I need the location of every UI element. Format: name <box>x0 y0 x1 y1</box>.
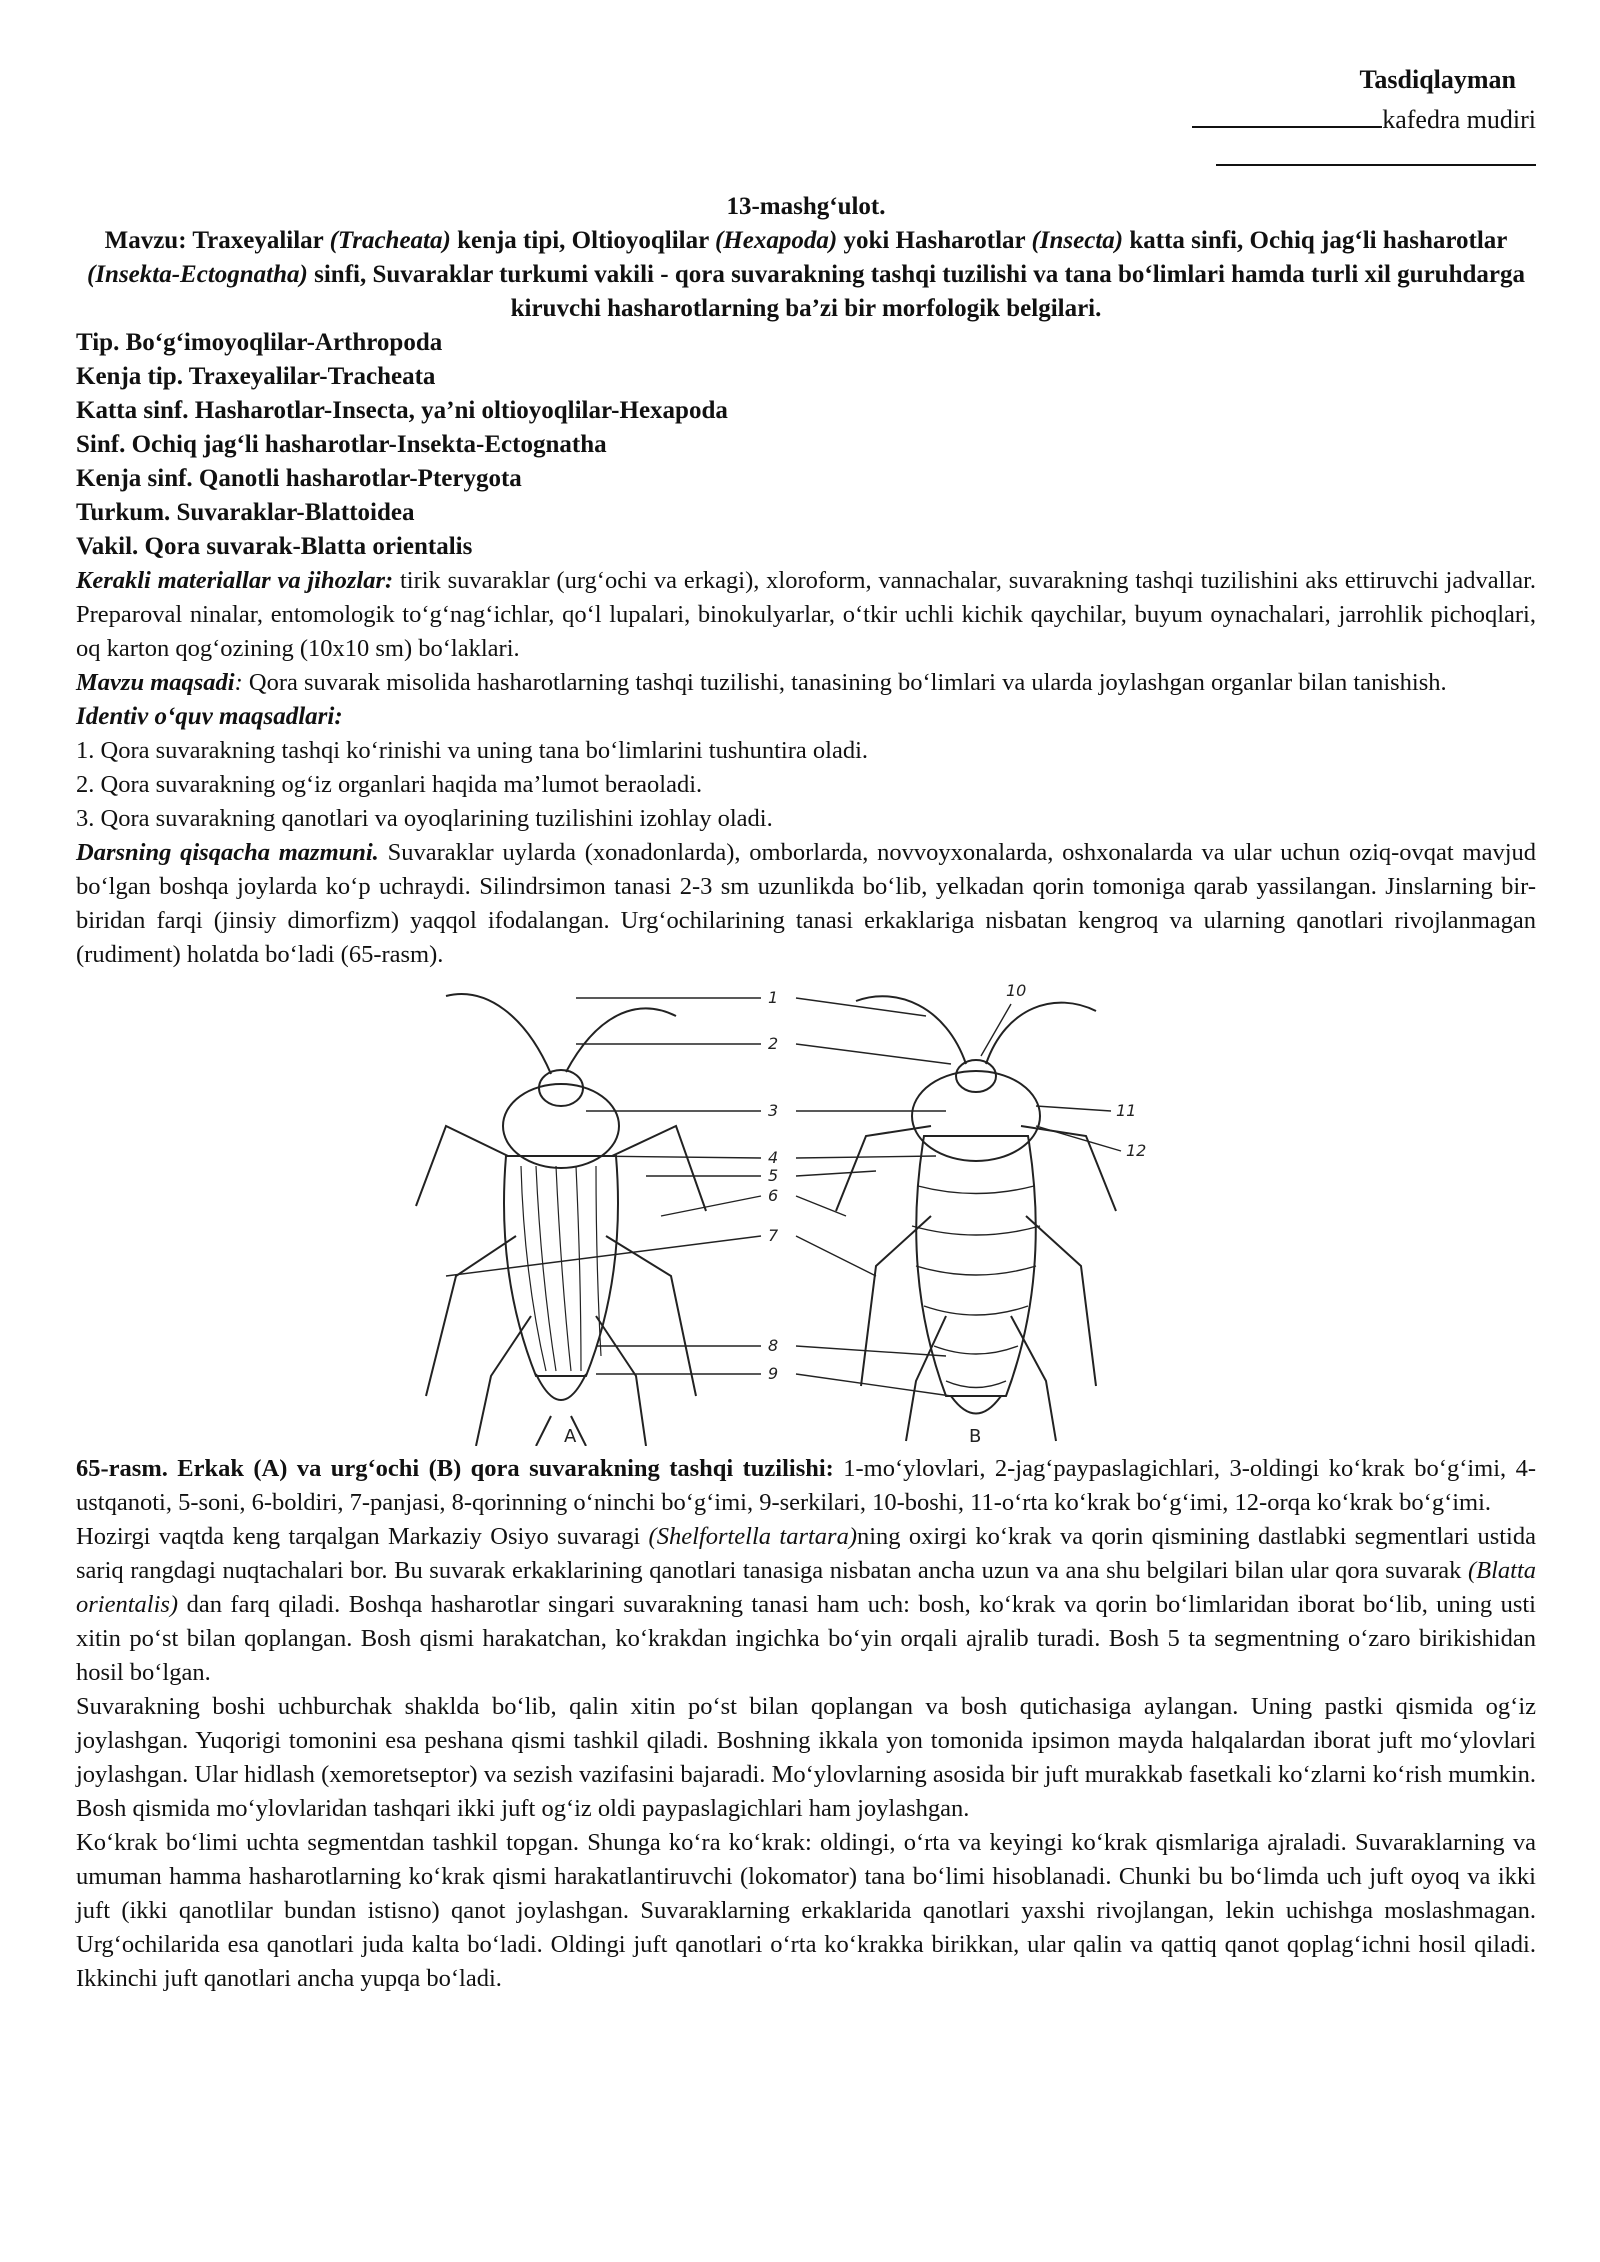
figure-label-5: 5 <box>768 1166 779 1185</box>
taxonomy-line: Kenja sinf. Qanotli hasharotlar-Pterygota <box>76 465 522 492</box>
latin-name: (Blatta orientalis) <box>76 1557 1536 1618</box>
topic-text: kenja tipi, Oltioyoqlilar <box>450 227 715 254</box>
figure-label-3: 3 <box>768 1101 779 1120</box>
figure-label-12: 12 <box>1126 1141 1147 1160</box>
materials-label: Kerakli materiallar va jihozlar: <box>76 567 394 594</box>
cockroach-figure <box>406 976 1212 1446</box>
cockroach-female-drawing <box>836 996 1116 1441</box>
summary-paragraph <box>76 836 1536 972</box>
figure-label-6: 6 <box>768 1186 779 1205</box>
materials-paragraph <box>76 564 1536 666</box>
goal-paragraph <box>76 666 1536 700</box>
topic-latin: (Insecta) <box>1031 227 1124 254</box>
summary-label: Darsning qisqacha mazmuni. <box>76 839 379 866</box>
body-paragraph-2: Suvarakning boshi uchburchak shaklda bo‘lib, qalin xitin po‘st bilan qoplangan va bosh qutichasiga aylangan. Uning pastki qismida og‘iz joylashgan. Yuqorigi tomonini esa peshana qismi tashkil qiladi. Boshning ikkala yon tomonida ipsimon mayda halqalardan iborat juft mo‘ylovlari joylashgan. Ular hidlash (xemoretseptor) va sezish vazifasini bajaradi. Mo‘ylovlarning asosida bir juft murakkab fasetkali ko‘zlarni ko‘rish mumkin. Bosh qismida mo‘ylovlaridan tashqari ikki juft og‘iz oldi paypaslagichlari ham joylashgan. <box>76 1693 1536 1822</box>
topic-heading <box>76 224 1536 326</box>
taxonomy-line: Katta sinf. Hasharotlar-Insecta, ya’ni oltioyoqlilar-Hexapoda <box>76 397 728 424</box>
approval-title: Tasdiqlayman <box>1359 65 1516 94</box>
approval-block <box>76 60 1536 166</box>
figure-label-9: 9 <box>768 1364 779 1383</box>
identiv-list <box>76 734 1536 836</box>
body-paragraph-3: Ko‘krak bo‘limi uchta segmentdan tashkil topgan. Shunga ko‘ra ko‘krak: oldingi, o‘rta va keyingi ko‘krak qismlariga ajraladi. Suvaraklarning va umuman hamma hasharotlarning ko‘krak qismi harakatlantiruvchi (lokomator) tana bo‘limi hisoblanadi. Chunki bu bo‘limda uch juft oyoq va ikki juft (ikki qanotlilar bundan istisno) qanot joylashgan. Suvaraklarning erkaklarida qanotlari yaxshi rivojlangan, lekin uchishga moslashmagan. Urg‘ochilarida esa qanotlari juda kalta bo‘ladi. Oldingi juft qanotlari o‘rta ko‘krakka birikkan, ular qalin va qattiq qanot qoplag‘ichni hosil qiladi. Ikkinchi juft qanotlari ancha yupqa bo‘ladi. <box>76 1829 1536 1992</box>
topic-latin: (Insekta-Ectognatha) <box>87 261 308 288</box>
taxonomy-line: Vakil. Qora suvarak-Blatta orientalis <box>76 533 473 560</box>
figure-panel-a: A <box>564 1426 577 1446</box>
figure-label-7: 7 <box>768 1226 779 1245</box>
figure-label-10: 10 <box>1006 981 1027 1000</box>
figure-number-labels <box>768 981 1146 1383</box>
goal-label: Mavzu maqsadi <box>76 669 235 696</box>
taxonomy-list <box>76 326 1536 564</box>
taxonomy-line: Kenja tip. Traxeyalilar-Tracheata <box>76 363 436 390</box>
signature-blank <box>1192 104 1382 128</box>
figure-label-1: 1 <box>768 988 779 1007</box>
approval-signature-line <box>76 100 1536 140</box>
topic-latin: (Tracheata) <box>329 227 451 254</box>
paragraph-text: ning oxirgi ko‘krak va qorin qismining dastlabki segmentlari ustida sariq rangdagi nuqtachalari bor. Bu suvarak erkaklarining qanotlari tanasiga nisbatan ancha uzun va ana shu belgilari bilan ular qora suvarak <box>76 1523 1536 1584</box>
goal-text: Qora suvarak misolida hasharotlarning tashqi tuzilishi, tanasining bo‘limlari va ularda joylashgan organlar bilan tanishish. <box>242 669 1447 696</box>
list-item: 1. Qora suvarakning tashqi ko‘rinishi va uning tana bo‘limlarini tushuntira oladi. <box>76 737 869 764</box>
figure-label-2: 2 <box>768 1034 779 1053</box>
materials-text: tirik suvaraklar (urg‘ochi va erkagi), xloroform, vannachalar, suvarakning tashqi tuzilishini aks ettiruvchi jadvallar. Preparoval ninalar, entomologik to‘g‘nag‘ichlar, qo‘l lupalari, binokulyarlar, o‘tkir uchli kichik qaychilar, buyum oynachalari, jarrohlik pichoqlari, oq karton qog‘ozining (10x10 sm) bo‘laklari. <box>76 567 1536 662</box>
cockroach-illustration <box>406 976 1212 1446</box>
summary-text: Suvaraklar uylarda (xonadonlarda), omborlarda, novvoyxonalarda, oshxonalarda va ular uchun oziq-ovqat mavjud bo‘lgan boshqa joylarda ko‘p uchraydi. Silindrsimon tanasi 2-3 sm uzunlikda bo‘lib, yelkadan qorin tomoniga qarab yassilangan. Jinslarning bir-biridan farqi (jinsiy dimorfizm) yaqqol ifodalangan. Urg‘ochilarining tanasi erkaklariga nisbatan kengroq va ularning qanotlari rivojlanmagan (rudiment) holatda bo‘ladi (65-rasm). <box>76 839 1536 968</box>
latin-name: (Shelfortella tartara) <box>648 1523 857 1550</box>
cockroach-male-drawing <box>416 994 706 1446</box>
lesson-title: 13-mashg‘ulot. <box>726 193 886 220</box>
topic-text: sinfi, Suvaraklar turkumi vakili - qora suvarakning tashqi tuzilishi va tana bo‘limlari hamda turli xil guruhdarga kiruvchi hasharotlarning ba’zi bir morfologik belgilari. <box>307 261 1525 322</box>
goal-colon: : <box>234 669 243 696</box>
figure-label-11: 11 <box>1116 1101 1137 1120</box>
caption-text: 1-mo‘ylovlari, 2-jag‘paypaslagichlari, 3-oldingi ko‘krak bo‘g‘imi, 4-ustqanoti, 5-soni, 6-boldiri, 7-panjasi, 8-qorinning o‘ninchi bo‘g‘imi, 9-serkilari, 10-boshi, 11-o‘rta ko‘krak bo‘g‘imi, 12-orqa ko‘krak bo‘g‘imi. <box>76 1455 1536 1516</box>
taxonomy-line: Turkum. Suvaraklar-Blattoidea <box>76 499 415 526</box>
figure-label-4: 4 <box>768 1148 779 1167</box>
approval-role: kafedra mudiri <box>1382 105 1536 134</box>
leader-lines <box>446 998 1121 1396</box>
figure-label-8: 8 <box>768 1336 779 1355</box>
taxonomy-line: Sinf. Ochiq jag‘li hasharotlar-Insekta-Ectognatha <box>76 431 607 458</box>
identiv-label: Identiv o‘quv maqsadlari: <box>76 703 343 730</box>
figure-panel-b: B <box>969 1426 982 1446</box>
list-item: 3. Qora suvarakning qanotlari va oyoqlarining tuzilishini izohlay oladi. <box>76 805 773 832</box>
body-paragraph-1 <box>76 1520 1536 1690</box>
paragraph-text: dan farq qiladi. Boshqa hasharotlar singari suvarakning tanasi ham uch: bosh, ko‘krak va qorin bo‘limlaridan iborat bo‘lib, uning usti xitin po‘st bilan qoplangan. Bosh qismi harakatchan, ko‘krakdan ingichka bo‘yin orqali ajralib turadi. Bosh 5 ta segmentning o‘zaro birikishidan hosil bo‘lgan. <box>76 1591 1536 1686</box>
list-item: 2. Qora suvarakning og‘iz organlari haqida ma’lumot beraoladi. <box>76 771 703 798</box>
caption-label: 65-rasm. Erkak (A) va urg‘ochi (B) qora suvarakning tashqi tuzilishi: <box>76 1455 834 1482</box>
topic-text: katta sinfi, Ochiq jag‘li hasharotlar <box>1123 227 1508 254</box>
figure-caption <box>76 1452 1536 1520</box>
document-page <box>76 60 1536 1996</box>
topic-text: yoki Hasharotlar <box>837 227 1032 254</box>
topic-latin: (Hexapoda) <box>714 227 838 254</box>
taxonomy-line: Tip. Bo‘g‘imoyoqlilar-Arthropoda <box>76 329 443 356</box>
figure-panel-labels <box>564 1426 981 1446</box>
paragraph-text: Hozirgi vaqtda keng tarqalgan Markaziy Osiyo suvaragi <box>76 1523 649 1550</box>
topic-text: Mavzu: Traxeyalilar <box>104 227 330 254</box>
approval-date-line <box>1216 140 1536 166</box>
